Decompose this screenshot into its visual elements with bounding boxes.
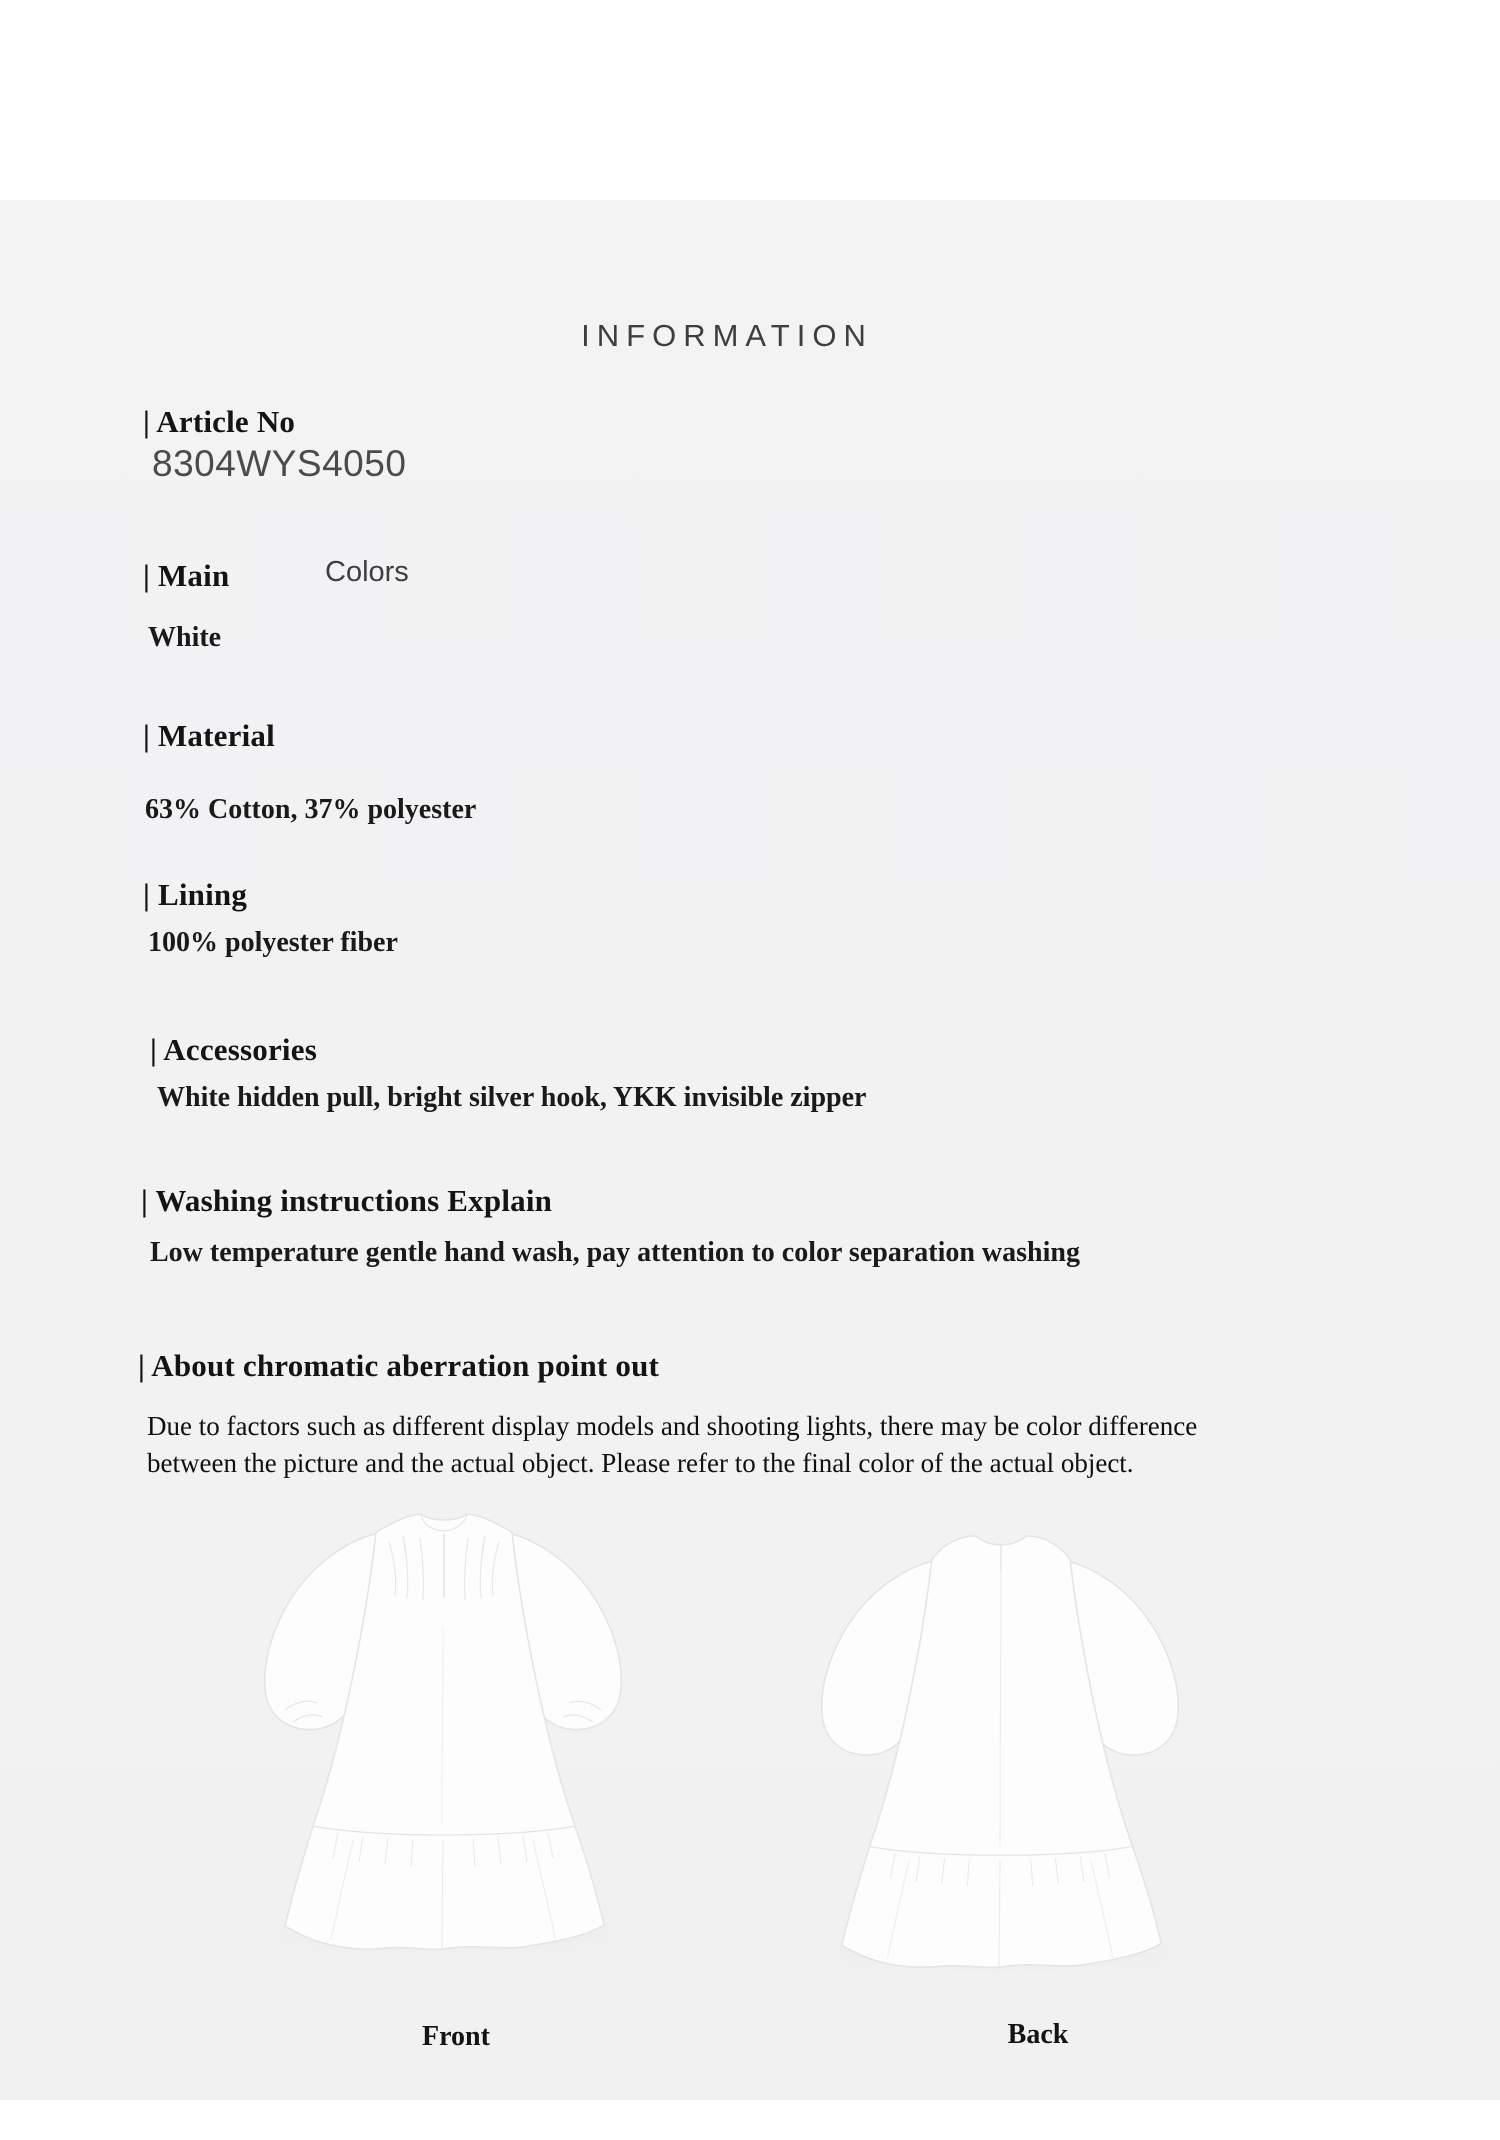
page-title: INFORMATION: [581, 318, 873, 353]
lining-value: 100% polyester fiber: [148, 927, 398, 958]
material-value: 63% Cotton, 37% polyester: [145, 794, 477, 825]
front-view-caption: Front: [422, 2021, 490, 2052]
material-heading: | Material: [143, 718, 275, 753]
back-dress-image: [790, 1528, 1210, 1973]
front-dress-image: [233, 1506, 653, 1956]
washing-heading: | Washing instructions Explain: [141, 1183, 553, 1218]
article-no-heading: | Article No: [143, 404, 296, 439]
article-no-value: 8304WYS4050: [152, 443, 407, 484]
aberration-heading: | About chromatic aberration point out: [138, 1348, 660, 1383]
main-colors-heading: | Main: [143, 558, 230, 593]
accessories-value: White hidden pull, bright silver hook, YKK invisible zipper: [157, 1082, 867, 1113]
accessories-heading: | Accessories: [150, 1032, 317, 1067]
aberration-paragraph: Due to factors such as different display models and shooting lights, there may be color difference between the picture and the actual object. Please refer to the final color of the actual object.: [147, 1411, 1198, 1478]
main-colors-subheading: Colors: [325, 556, 409, 588]
washing-value: Low temperature gentle hand wash, pay attention to color separation washing: [150, 1237, 1080, 1268]
back-view-caption: Back: [1007, 2019, 1069, 2050]
lining-heading: | Lining: [143, 877, 248, 912]
main-colors-value: White: [148, 622, 222, 653]
info-panel-background: [0, 200, 1500, 2100]
